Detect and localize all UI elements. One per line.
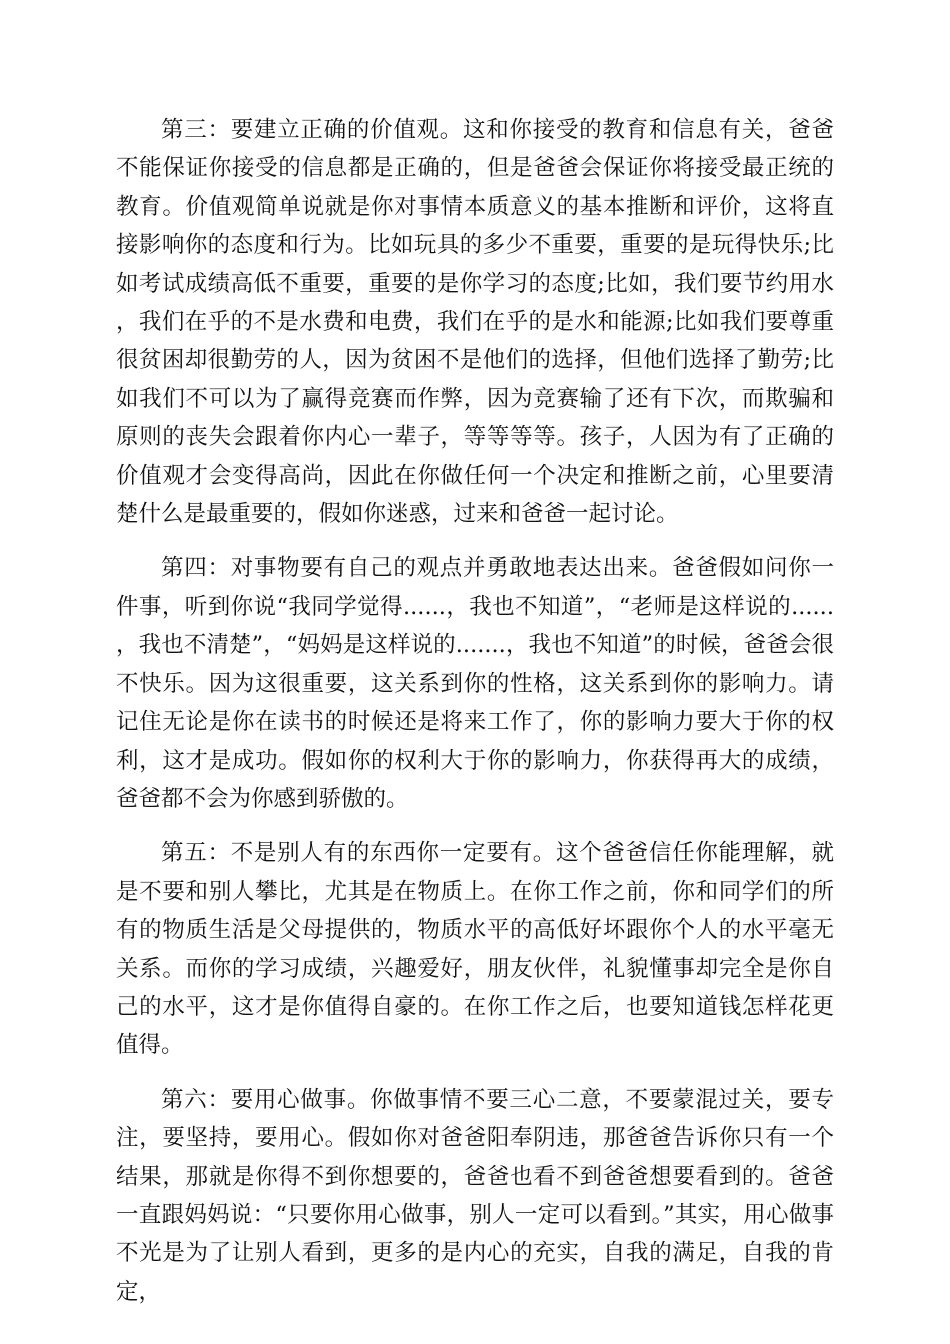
paragraph-value-system: 第三：要建立正确的价值观。这和你接受的教育和信息有关，爸爸不能保证你接受的信息都是正确的，但是爸爸会保证你将接受最正统的教育。价值观简单说就是你对事情本质意义的基本推断和评价，这将直接影响你的态度和行为。比如玩具的多少不重要，重要的是玩得快乐;比如考试成绩高低不重要，重要的是你学习的态度;比如，我们要节约用水，我们在乎的不是水费和电费，我们在乎的是水和能源;比如我们要尊重很贫困却很勤劳的人，因为贫困不是他们的选择，但他们选择了勤劳;比如我们不可以为了赢得竞赛而作弊，因为竞赛输了还有下次，而欺骗和原则的丧失会跟着你内心一辈子，等等等等。孩子，人因为有了正确的价值观才会变得高尚，因此在你做任何一个决定和推断之前，心里要清楚什么是最重要的，假如你迷惑，过来和爸爸一起讨论。	[116, 117, 834, 528]
paragraph-do-with-heart: 第六：要用心做事。你做事情不要三心二意，不要蒙混过关，要专注，要坚持，要用心。假如你对爸爸阳奉阴违，那爸爸告诉你只有一个结果，那就是你得不到你想要的，爸爸也看不到爸爸想要看到的。爸爸一直跟妈妈说：“只要你用心做事，别人一定可以看到。”其实，用心做事不光是为了让别人看到，更多的是内心的充实，自我的满足，自我的肯定，	[116, 1086, 834, 1305]
paragraph-no-comparison: 第五：不是别人有的东西你一定要有。这个爸爸信任你能理解，就是不要和别人攀比，尤其是在物质上。在你工作之前，你和同学们的所有的物质生活是父母提供的，物质水平的高低好坏跟你个人的水平毫无关系。而你的学习成绩，兴趣爱好，朋友伙伴，礼貌懂事却完全是你自己的水平，这才是你值得自豪的。在你工作之后，也要知道钱怎样花更值得。	[116, 840, 834, 1059]
paragraph-express-opinion: 第四：对事物要有自己的观点并勇敢地表达出来。爸爸假如问你一件事，听到你说“我同学觉得......，我也不知道”，“老师是这样说的......，我也不清楚”，“妈妈是这样说的.......，我也不知道”的时候，爸爸会很不快乐。因为这很重要，这关系到你的性格，这关系到你的影响力。请记住无论是你在读书的时候还是将来工作了，你的影响力要大于你的权利，这才是成功。假如你的权利大于你的影响力，你获得再大的成绩，爸爸都不会为你感到骄傲的。	[116, 555, 834, 812]
document-page	[116, 111, 834, 1327]
